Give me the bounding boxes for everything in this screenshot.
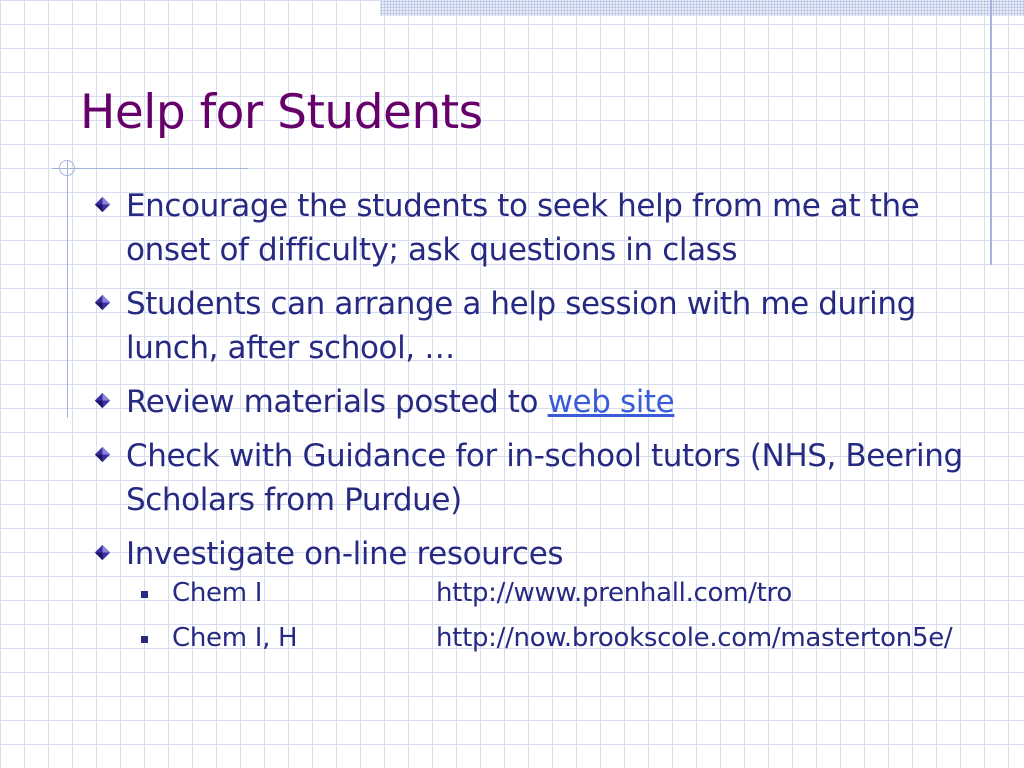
- resource-url: http://now.brookscole.com/masterton5e/: [436, 623, 953, 653]
- web-site-link[interactable]: web site: [547, 384, 675, 420]
- diamond-bullet-icon: [94, 446, 111, 463]
- square-bullet-icon: [141, 636, 148, 643]
- resource-item-chem-i: [90, 571, 1020, 616]
- resource-label: Chem I, H: [172, 623, 298, 653]
- bullet-item-guidance: [90, 434, 995, 522]
- resource-label: Chem I: [172, 578, 263, 608]
- decorative-horizontal-line: [52, 168, 248, 169]
- bullet-list: [90, 184, 995, 576]
- bullet-text: Encourage the students to seek help from me at the onset of difficulty; ask questions in class: [126, 188, 920, 268]
- square-bullet-icon: [141, 591, 148, 598]
- bullet-item-online: [90, 532, 995, 576]
- decorative-top-band: [380, 0, 1024, 16]
- bullet-item-help: [90, 184, 995, 272]
- resource-item-chem-i-h: [90, 616, 1020, 661]
- diamond-bullet-icon: [94, 294, 111, 311]
- diamond-bullet-icon: [94, 544, 111, 561]
- bullet-item-session: [90, 282, 995, 370]
- resource-list: [90, 571, 1020, 661]
- bullet-text: Check with Guidance for in-school tutors (NHS, Beering Scholars from Purdue): [126, 438, 963, 518]
- bullet-text: Investigate on-line resources: [126, 536, 564, 572]
- bullet-text: Students can arrange a help session with me during lunch, after school, …: [126, 286, 916, 366]
- diamond-bullet-icon: [94, 392, 111, 409]
- resource-url: http://www.prenhall.com/tro: [436, 578, 792, 608]
- bullet-item-review: [90, 380, 995, 424]
- slide-title: Help for Students: [80, 85, 483, 140]
- diamond-bullet-icon: [94, 196, 111, 213]
- bullet-text: Review materials posted to: [126, 384, 548, 420]
- decorative-circle: [59, 160, 75, 176]
- decorative-left-line: [67, 160, 68, 418]
